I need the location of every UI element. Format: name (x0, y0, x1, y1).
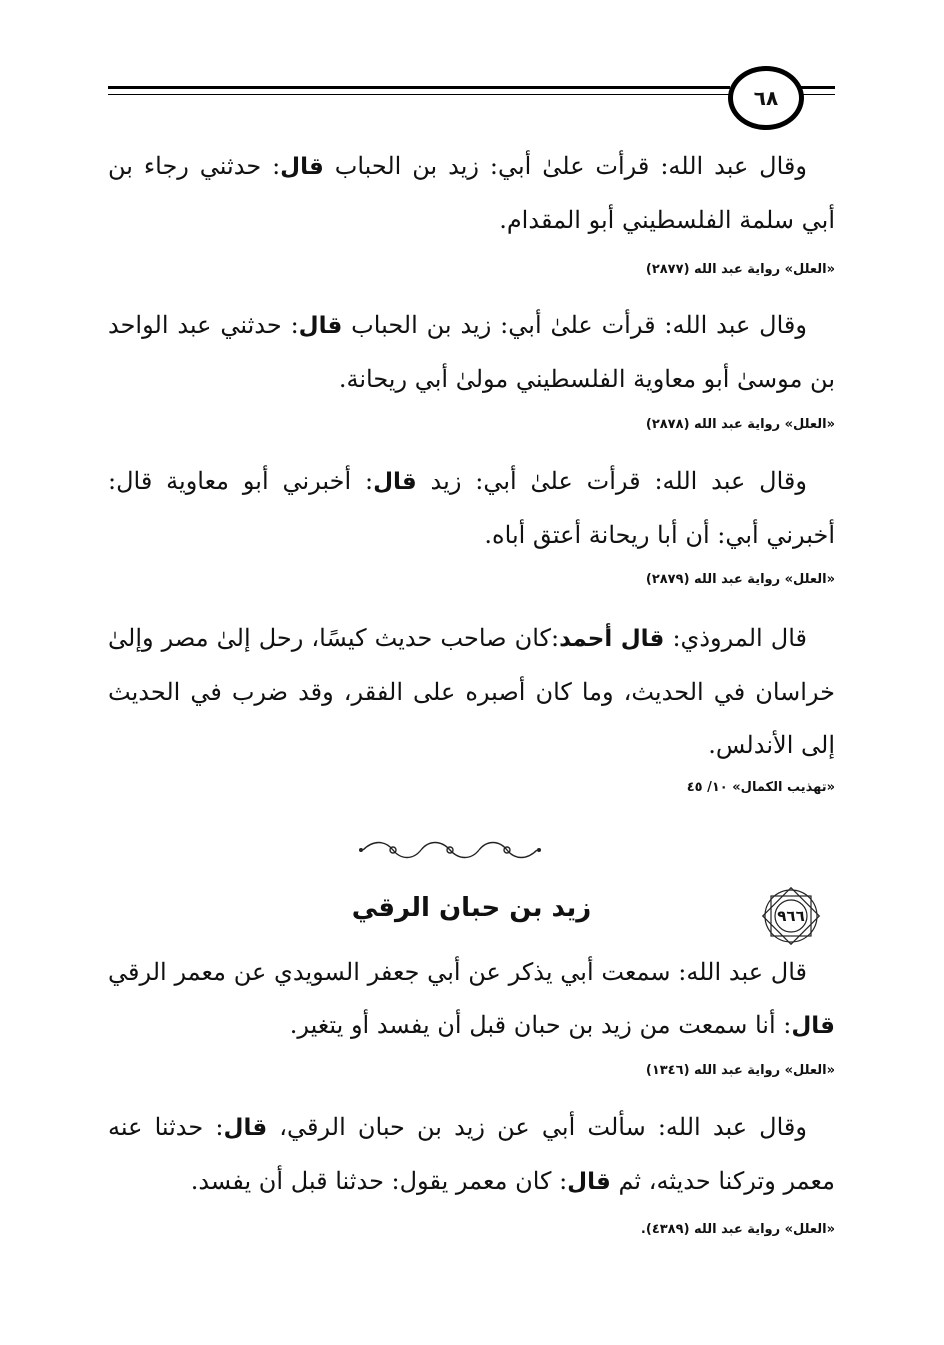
entry-text (108, 140, 835, 247)
section-number: ٩٦٦ (777, 907, 805, 925)
entry-citation: «العلل» رواية عبد الله (٢٨٧٧) (645, 262, 835, 277)
entry-text-post: : حدثني رجاء بن أبي سلمة الفلسطيني أبو المقدام. (108, 152, 835, 234)
entry-text (108, 299, 835, 406)
entry-text-pre: وقال عبد الله: قرأت علىٰ أبي: زيد بن الحباب (342, 311, 807, 339)
entry-text-pre: قال المروذي: (664, 624, 808, 652)
entry-text-post: : حدثني عبد الواحد بن موسىٰ أبو معاوية الفلسطيني مولىٰ أبي ريحانة. (108, 311, 835, 393)
page-number: ٦٨ (753, 86, 779, 110)
entry-citation: «العلل» رواية عبد الله (٢٨٧٩) (645, 572, 835, 587)
entry-bold-word: قال (280, 154, 324, 180)
entry-bold-word: قال أحمد (559, 626, 665, 652)
entry-text-post: : كان معمر يقول: حدثنا قبل أن يفسد. (190, 1167, 568, 1195)
entry-text-post: : أنا سمعت من زيد بن حبان قبل أن يفسد أو يتغير. (289, 1011, 792, 1039)
entry-bold-word: قال (298, 313, 343, 339)
header-rule-thin-left (108, 94, 730, 95)
entry-text-mid: : حدثنا عنه معمر وتركنا حديثه، ثم (108, 1113, 835, 1195)
ornament-divider (355, 838, 545, 862)
entry-citation: «العلل» رواية عبد الله (١٣٤٦) (645, 1063, 835, 1078)
entry-text-pre: وقال عبد الله: قرأت علىٰ أبي: زيد (416, 467, 807, 495)
entry-text-post: :كان صاحب حديث كيسًا، رحل إلىٰ مصر وإلىٰ خراسان في الحديث، وما كان أصبره على الفقر، وقد ضرب في الحديث إلى الأندلس. (108, 624, 835, 759)
entry-bold-word: قال (373, 469, 417, 495)
entry-bold-word: قال (223, 1115, 268, 1141)
entry-text (108, 455, 835, 562)
page-header (108, 64, 835, 120)
entry-bold-word: قال (791, 1013, 835, 1039)
entry-text-post: : أخبرني أبو معاوية قال: أخبرني أبي: أن أبا ريحانة أعتق أباه. (108, 467, 835, 549)
entry-citation: «تهذيب الكمال» ١٠/ ٤٥ (686, 780, 835, 795)
entry-text-pre: قال عبد الله: سمعت أبي يذكر عن أبي جعفر السويدي عن معمر الرقي (108, 958, 807, 986)
entry-text (108, 612, 835, 772)
entry-citation: «العلل» رواية عبد الله (٢٨٧٨) (645, 417, 835, 432)
entry-text (108, 1101, 835, 1209)
header-rule-thick-right (798, 86, 835, 89)
entry-text-pre: وقال عبد الله: قرأت علىٰ أبي: زيد بن الحباب (323, 152, 807, 180)
entry-citation: «العلل» رواية عبد الله (٤٣٨٩). (640, 1222, 835, 1237)
entry-bold-word: قال (567, 1169, 611, 1195)
page-number-circle (728, 66, 804, 130)
header-rule-thick-left (108, 86, 730, 89)
entry-text (108, 946, 835, 1053)
section-title: زيد بن حبان الرقي (351, 893, 592, 923)
entry-text-pre: وقال عبد الله: سألت أبي عن زيد بن حبان الرقي، (267, 1113, 807, 1141)
